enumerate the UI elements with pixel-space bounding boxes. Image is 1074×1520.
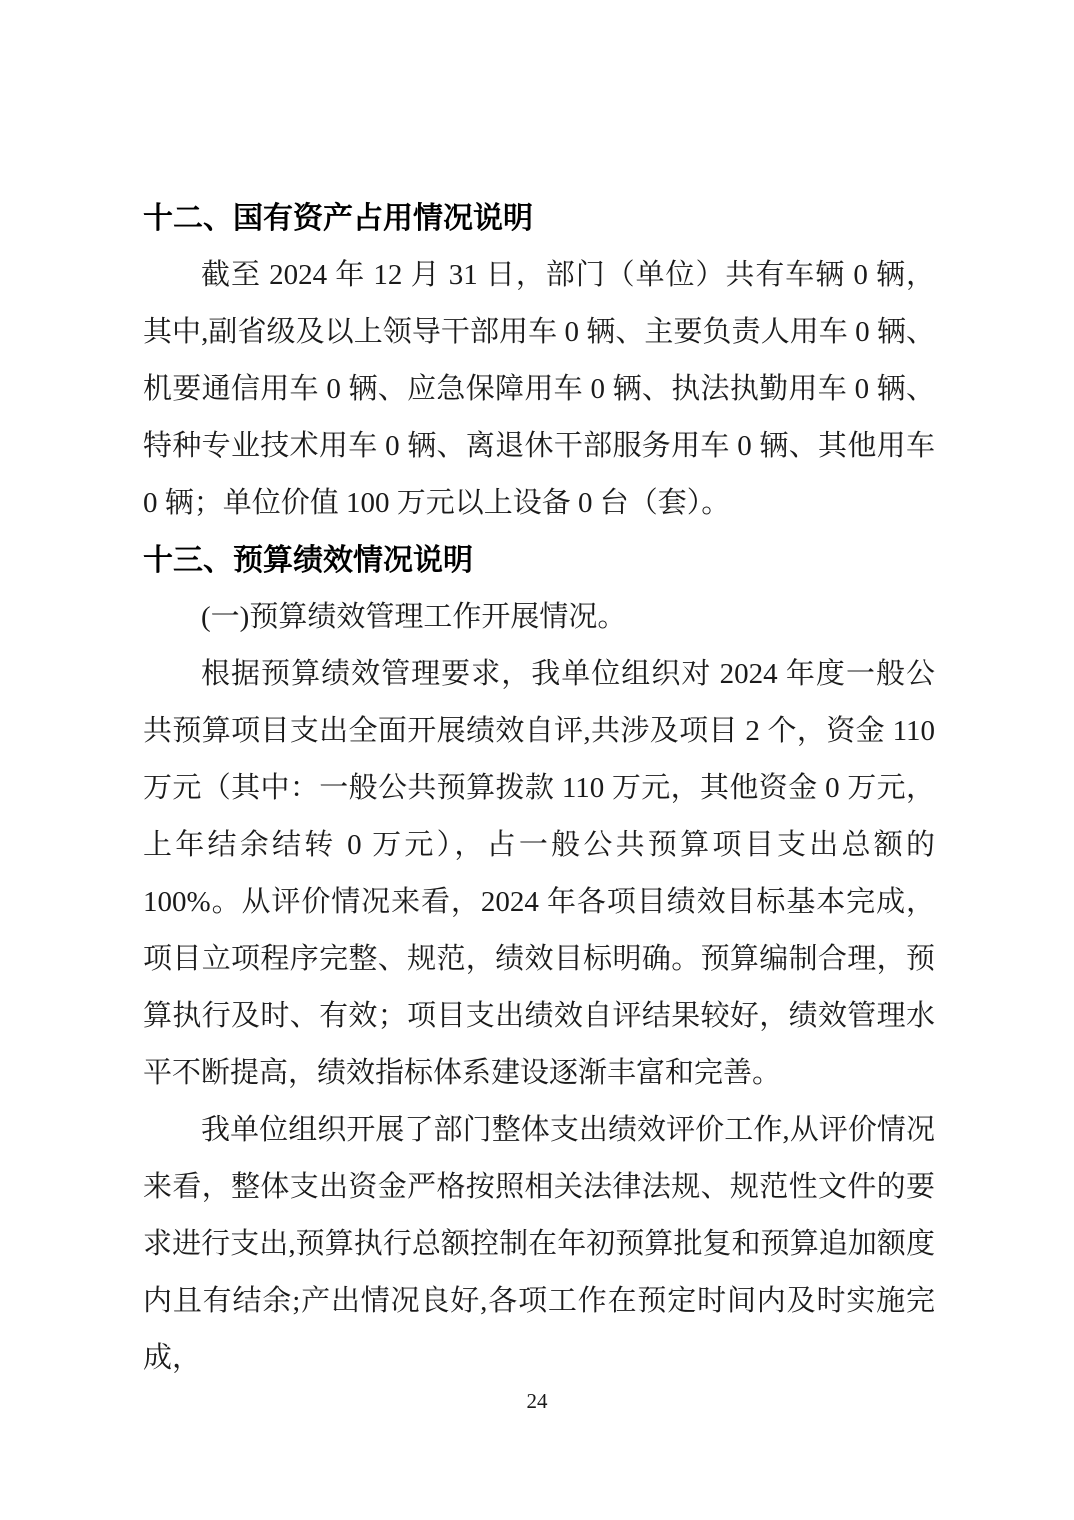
paragraph-self-evaluation: 根据预算绩效管理要求，我单位组织对 2024 年度一般公共预算项目支出全面开展绩效自评,共涉及项目 2 个，资金 110 万元（其中：一般公共预算拨款 110 万元，其他资金 0 万元，上年结余结转 0 万元），占一般公共预算项目支出总额的 100%。从评价情况来看，2024 年各项目绩效目标基本完成，项目立项程序完整、规范，绩效目标明确。预算编制合理，预算执行及时、有效；项目支出绩效自评结果较好，绩效管理水平不断提高，绩效指标体系建设逐渐丰富和完善。 [143,658,935,1089]
paragraph-subitem-performance-management: (一)预算绩效管理工作开展情况。 [201,601,627,633]
page-number: 24 [526,1389,548,1413]
document-body [143,190,935,1387]
section-heading-budget-performance: 十三、预算绩效情况说明 [143,544,473,577]
paragraph-state-assets: 截至 2024 年 12 月 31 日，部门（单位）共有车辆 0 辆，其中,副省级及以上领导干部用车 0 辆、主要负责人用车 0 辆、机要通信用车 0 辆、应急保障用车 0 辆、执法执勤用车 0 辆、特种专业技术用车 0 辆、离退休干部服务用车 0 辆、其他用车 0 辆；单位价值 100 万元以上设备 0 台（套）。 [143,259,935,519]
paragraph-overall-expenditure-evaluation: 我单位组织开展了部门整体支出绩效评价工作,从评价情况来看，整体支出资金严格按照相关法律法规、规范性文件的要求进行支出,预算执行总额控制在年初预算批复和预算追加额度内且有结余;产出情况良好,各项工作在预定时间内及时实施完成， [143,1114,935,1374]
section-heading-state-assets: 十二、国有资产占用情况说明 [143,202,533,235]
